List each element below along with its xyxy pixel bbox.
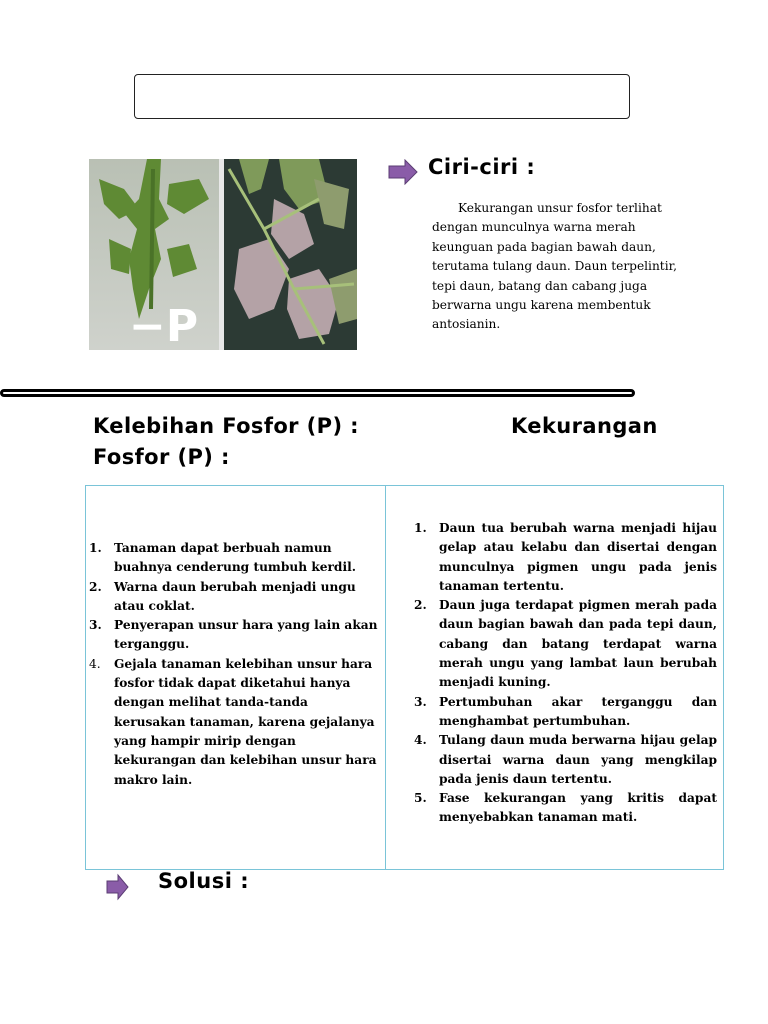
list-item-number: 2. — [89, 579, 102, 594]
list-item — [414, 519, 717, 596]
list-item — [414, 731, 717, 789]
section-divider — [0, 389, 635, 397]
list-item-text: Warna daun berubah menjadi ungu atau coklat. — [114, 579, 356, 613]
title-box — [134, 74, 630, 119]
list-item-text: Tanaman dapat berbuah namun buahnya cenderung tumbuh kerdil. — [114, 541, 356, 575]
list-item-number: 5. — [414, 791, 427, 806]
list-item — [414, 693, 717, 732]
list-item-number: 2. — [414, 598, 427, 613]
list-item-number: 4. — [89, 656, 101, 671]
list-item-number: 1. — [89, 541, 102, 555]
list-item — [89, 539, 379, 578]
ciri-heading: Ciri-ciri : — [428, 155, 536, 179]
list-item — [89, 578, 379, 617]
photo-label: −P — [129, 301, 199, 350]
list-item — [414, 789, 717, 828]
solusi-heading: Solusi : — [158, 869, 250, 893]
kelebihan-list — [89, 539, 379, 790]
list-item-number: 3. — [89, 618, 102, 633]
list-item — [89, 616, 379, 655]
arrow-right-icon — [106, 873, 129, 901]
list-item-text: Penyerapan unsur hara yang lain akan terganggu. — [114, 618, 378, 652]
list-item — [414, 596, 717, 692]
kekurangan-heading: Kekurangan — [511, 414, 658, 438]
list-item — [89, 655, 379, 790]
phosphorus-deficiency-photo — [89, 159, 357, 350]
kekurangan-list — [414, 519, 717, 828]
ciri-description: Kekurangan unsur fosfor terlihat dengan munculnya warna merah keunguan pada bagian bawah daun, terutama tulang daun. Daun terpelintir, tepi daun, batang dan cabang juga berwarna ungu karena membentuk antosianin. — [432, 201, 677, 332]
list-item-text: Pertumbuhan akar terganggu dan menghambat pertumbuhan. — [439, 694, 717, 728]
list-item-number: 1. — [414, 521, 427, 535]
list-item-text: Daun tua berubah warna menjadi hijau gelap atau kelabu dan disertai dengan munculnya pigmen ungu pada jenis tanaman tertentu. — [439, 521, 717, 593]
list-item-number: 3. — [414, 694, 427, 709]
kelebihan-heading: Kelebihan Fosfor (P) : — [93, 414, 359, 438]
list-item-text: Daun juga terdapat pigmen merah pada daun bagian bawah dan pada tepi daun, cabang dan batang terdapat warna merah ungu yang lambat laun berubah menjadi kuning. — [439, 598, 717, 690]
arrow-right-icon — [388, 159, 418, 185]
list-item-number: 4. — [414, 733, 427, 748]
list-item-text: Fase kekurangan yang kritis dapat menyebabkan tanaman mati. — [439, 791, 717, 825]
table-column-separator — [385, 485, 386, 870]
list-item-text: Gejala tanaman kelebihan unsur hara fosfor tidak dapat diketahui hanya dengan melihat tanda-tanda kerusakan tanaman, karena gejalanya yang hampir mirip dengan kekurangan dan kelebihan unsur hara makro lain. — [114, 656, 377, 787]
kekurangan-heading-continued: Fosfor (P) : — [93, 445, 230, 469]
list-item-text: Tulang daun muda berwarna hijau gelap disertai warna daun yang mengkilap pada jenis daun tertentu. — [439, 733, 717, 786]
